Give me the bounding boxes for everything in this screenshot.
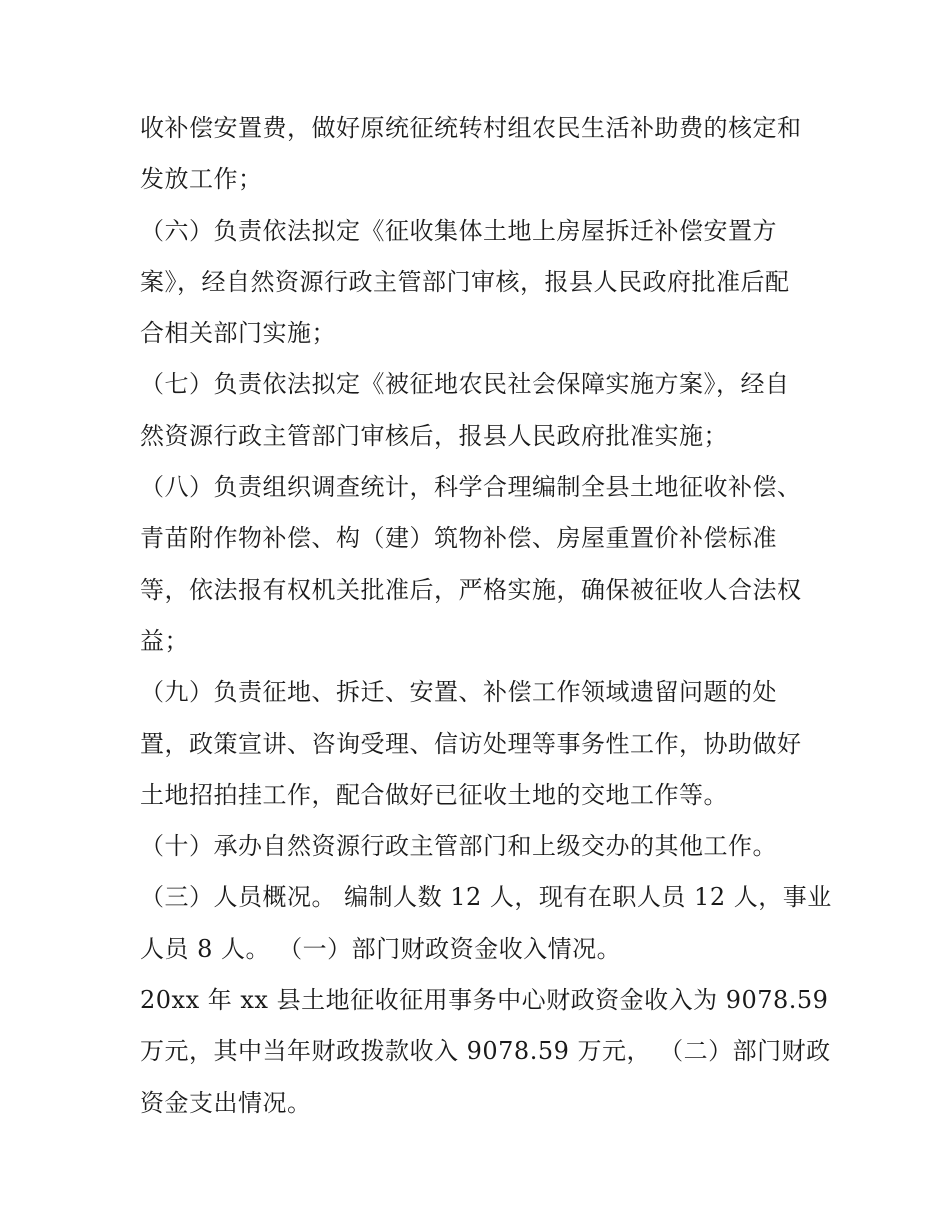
text-line: 发放工作； — [140, 165, 263, 194]
text-line: 置，政策宣讲、咨询受理、信访处理等事务性工作，协助做好 — [140, 729, 802, 758]
text-line: （十）承办自然资源行政主管部门和上级交办的其他工作。 — [140, 832, 777, 861]
text-line: 等，依法报有权机关批准后，严格实施，确保被征收人合法权 — [140, 575, 802, 604]
body-text — [140, 103, 832, 1129]
text-line: 案》，经自然资源行政主管部门审核，报县人民政府批准后配 — [140, 267, 790, 296]
text-line: 青苗附作物补偿、构（建）筑物补偿、房屋重置价补偿标准 — [140, 524, 777, 553]
text-line: 土地招拍挂工作，配合做好已征收土地的交地工作等。 — [140, 780, 728, 809]
text-line: （三）人员概况。 编制人数 12 人，现有在职人员 12 人，事业 — [140, 883, 832, 912]
text-line: （九）负责征地、拆迁、安置、补偿工作领域遗留问题的处 — [140, 678, 777, 707]
text-line: 收补偿安置费，做好原统征统转村组农民生活补助费的核定和 — [140, 114, 802, 142]
text-line: （八）负责组织调查统计，科学合理编制全县土地征收补偿、 — [140, 473, 802, 502]
text-line: 万元，其中当年财政拨款收入 9078.59 万元， （二）部门财政 — [140, 1037, 831, 1066]
text-line: 20xx 年 xx 县土地征收征用事务中心财政资金收入为 9078.59 — [140, 986, 829, 1015]
text-line: 益； — [140, 626, 189, 655]
text-line: （六）负责依法拟定《征收集体土地上房屋拆迁补偿安置方 — [140, 216, 777, 245]
text-line: 资金支出情况。 — [140, 1088, 312, 1117]
text-line: （七）负责依法拟定《被征地农民社会保障实施方案》，经自 — [140, 370, 790, 399]
text-line: 人员 8 人。 （一）部门财政资金收入情况。 — [140, 934, 622, 963]
text-line: 然资源行政主管部门审核后，报县人民政府批准实施； — [140, 421, 728, 450]
text-line: 合相关部门实施； — [140, 319, 336, 348]
